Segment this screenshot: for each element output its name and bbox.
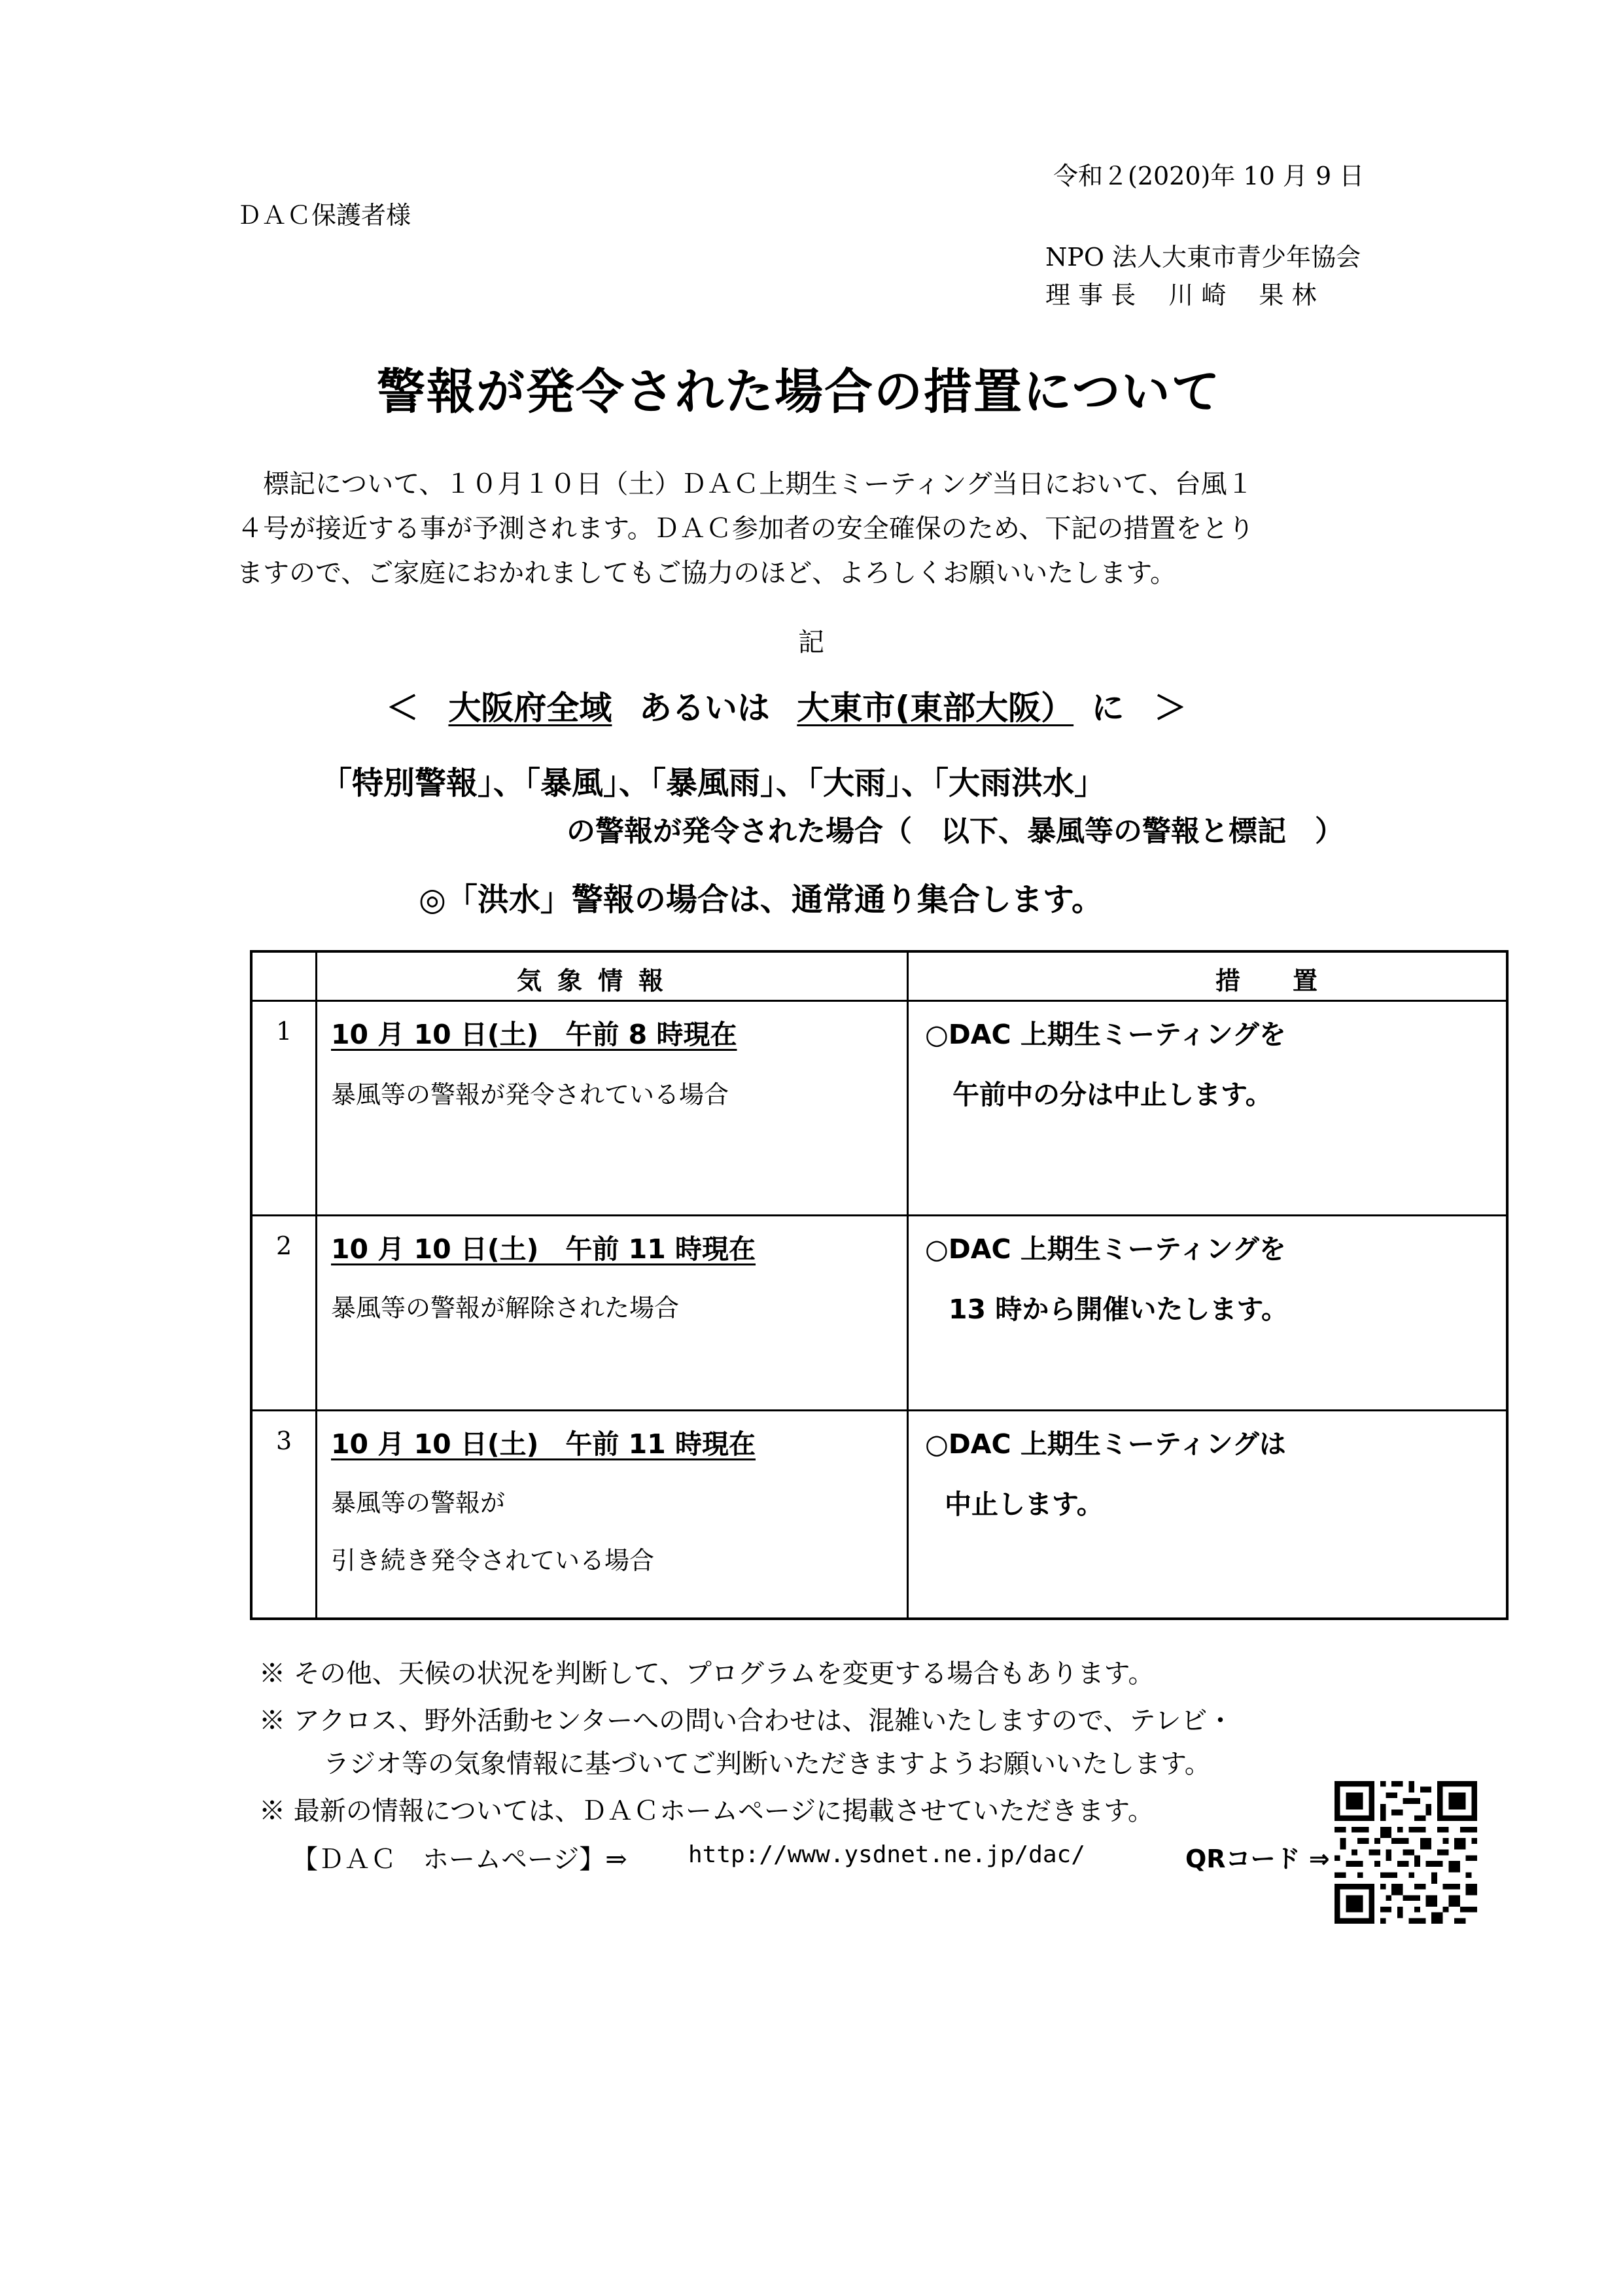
qr-code-icon[interactable]: [1335, 1781, 1477, 1924]
intro-line-1: 標記について、１０月１０日（土）ＤＡＣ上期生ミーティング当日において、台風１: [237, 469, 1253, 499]
table-row-rule: [253, 1409, 1506, 1411]
area-or: あるいは: [638, 689, 770, 727]
row-measure-1: ○DAC 上期生ミーティングを: [925, 1233, 1286, 1265]
note-1: ※ その他、天候の状況を判断して、プログラムを変更する場合もあります。: [259, 1659, 1155, 1689]
row-number: 2: [276, 1231, 292, 1260]
area-daito: 大東市(東部大阪）: [797, 689, 1074, 727]
warnings-condition: の警報が発令された場合（ 以下、暴風等の警報と標記 ）: [567, 815, 1344, 848]
row-condition: 暴風等の警報が発令されている場合: [331, 1080, 729, 1109]
row-condition-2: 引き続き発令されている場合: [331, 1546, 655, 1575]
note-2: ※ アクロス、野外活動センターへの問い合わせは、混雑いたしますので、テレビ・: [259, 1706, 1234, 1736]
recipient: ＤＡＣ保護者様: [237, 201, 411, 230]
page-title: 警報が発令された場合の措置について: [377, 364, 1221, 420]
area-osaka: 大阪府全域: [448, 689, 612, 727]
row-measure-2: 午前中の分は中止します。: [952, 1079, 1272, 1110]
document-date: 令和２(2020)年 10 月 9 日: [1053, 162, 1365, 190]
homepage-url[interactable]: http://www.ysdnet.ne.jp/dac/: [688, 1841, 1085, 1868]
table-divider-num: [315, 953, 317, 1617]
note-2-cont: ラジオ等の気象情報に基づいてご判断いただきますようお願いいたします。: [323, 1749, 1211, 1779]
intro-line-2: ４号が接近する事が予測されます。ＤＡＣ参加者の安全確保のため、下記の措置をとり: [237, 514, 1255, 544]
row-measure-1: ○DAC 上期生ミーティングは: [925, 1428, 1286, 1460]
row-time: 10 月 10 日(土) 午前 11 時現在: [331, 1233, 756, 1265]
area-line: [386, 682, 1187, 729]
homepage-label: 【ＤＡＣ ホームページ】⇒: [292, 1845, 627, 1875]
area-close-bracket: ＞: [1153, 689, 1187, 727]
qr-label: QRコード ⇒: [1185, 1845, 1330, 1873]
area-open-bracket: ＜: [386, 689, 419, 727]
row-time: 10 月 10 日(土) 午前 8 時現在: [331, 1019, 737, 1050]
row-measure-2: 13 時から開催いたします。: [949, 1294, 1289, 1325]
header-measure: 措置: [1215, 966, 1370, 995]
note-3: ※ 最新の情報については、ＤＡＣホームページに掲載させていただきます。: [259, 1796, 1154, 1826]
table-row-rule: [253, 1214, 1506, 1216]
chairman: 理 事 長 川 崎 果 林: [1045, 281, 1317, 309]
row-condition: 暴風等の警報が解除された場合: [331, 1294, 680, 1322]
row-number: 3: [276, 1426, 292, 1455]
flood-note: ◎「洪水」警報の場合は、通常通り集合します。: [419, 881, 1104, 918]
measures-table: [250, 950, 1509, 1620]
ki-heading: 記: [798, 627, 824, 658]
row-time: 10 月 10 日(土) 午前 11 時現在: [331, 1428, 756, 1460]
row-condition: 暴風等の警報が: [331, 1489, 506, 1517]
area-ni: に: [1091, 689, 1125, 727]
intro-line-3: ますので、ご家庭におかれましてもご協力のほど、よろしくお願いいたします。: [237, 558, 1176, 588]
row-measure-2: 中止します。: [945, 1489, 1104, 1520]
header-weather: 気象情報: [517, 966, 680, 995]
organization: NPO 法人大東市青少年協会: [1045, 243, 1361, 272]
table-header-rule: [253, 1000, 1506, 1002]
table-divider-measure: [907, 953, 909, 1617]
warnings-list: 「特別警報」、「暴風」、「暴風雨」、「大雨」、「大雨洪水」: [321, 765, 1106, 802]
row-number: 1: [276, 1017, 292, 1046]
row-measure-1: ○DAC 上期生ミーティングを: [925, 1019, 1286, 1050]
